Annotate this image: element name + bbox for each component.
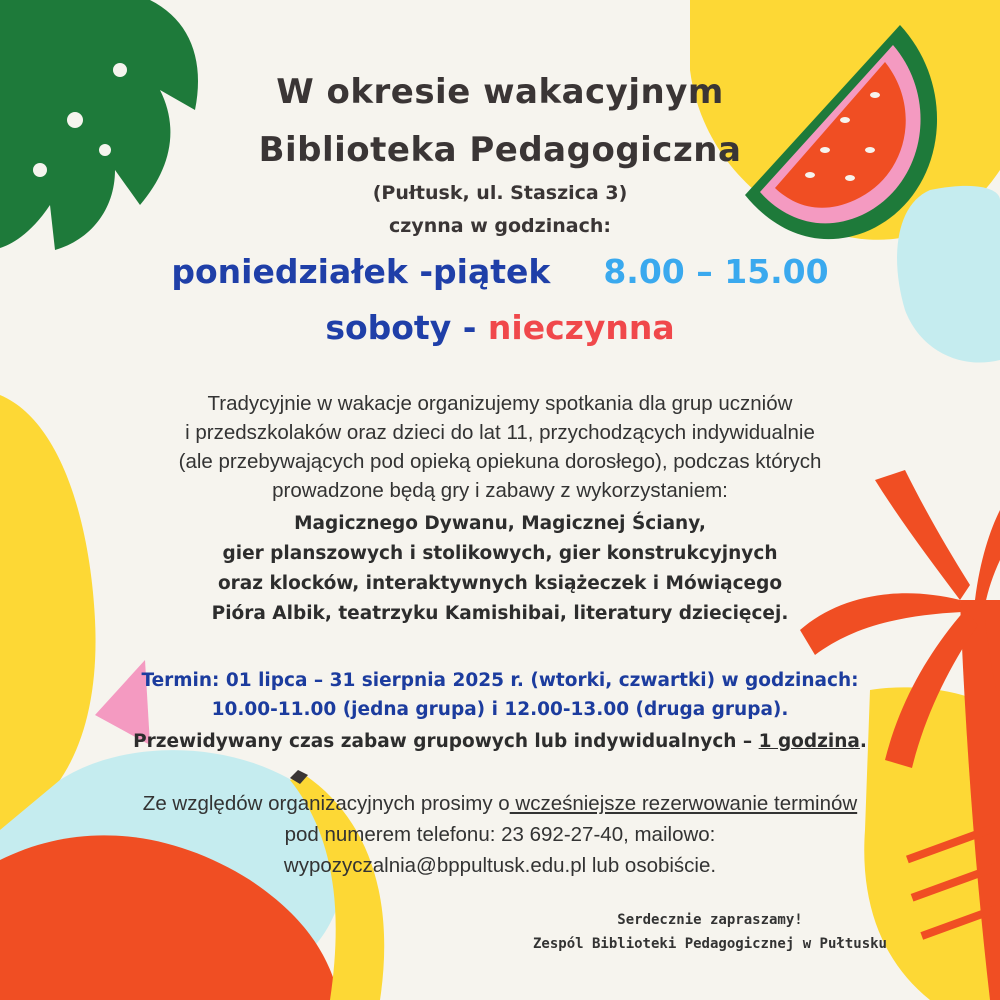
schedule-block [0, 666, 1000, 724]
description-line: i przedszkolaków oraz dzieci do lat 11, przychodzących indywidualnie [185, 421, 815, 444]
activities-line: oraz klocków, interaktywnych książeczek i Mówiącego [217, 573, 783, 594]
duration-prefix: Przewidywany czas zabaw grupowych lub indywidualnych – [133, 731, 759, 752]
duration-value: 1 godzina [758, 731, 860, 752]
schedule-line1: Termin: 01 lipca – 31 sierpnia 2025 r. (wtorki, czwartki) w godzinach: [141, 670, 859, 691]
contact-prefix: Ze względów organizacyjnych prosimy o [142, 792, 510, 815]
saturday-status: nieczynna [487, 308, 675, 347]
duration-note [0, 731, 1000, 752]
saturday-separator: - [451, 308, 488, 347]
description-line: (ale przebywających pod opieką opiekuna dorosłego), podczas których [178, 450, 822, 473]
contact-underlined: wcześniejsze rezerwowanie terminów [509, 792, 858, 815]
saturday-hours [0, 308, 1000, 347]
duration-suffix: . [859, 731, 867, 752]
signature-line1: Serdecznie zapraszamy! [617, 912, 803, 928]
schedule-line2: 10.00-11.00 (jedna grupa) i 12.00-13.00 (druga grupa). [211, 699, 789, 720]
contact-phone: pod numerem telefonu: 23 692-27-40, mailowo: [284, 823, 716, 846]
signature [480, 908, 940, 956]
weekdays-label: poniedziałek -piątek [171, 252, 551, 291]
activities-list [0, 509, 1000, 629]
title-line2: Biblioteka Pedagogiczna [258, 130, 742, 170]
description-paragraph [0, 389, 1000, 505]
title-line1: W okresie wakacyjnym [276, 72, 724, 112]
signature-line2: Zespól Biblioteki Pedagogicznej w Pułtusku [532, 936, 887, 952]
weekday-hours [0, 252, 1000, 291]
open-hours-intro: czynna w godzinach: [389, 215, 611, 237]
weekdays-time: 8.00 – 15.00 [603, 252, 829, 291]
description-line: Tradycyjnie w wakacje organizujemy spotkania dla grup uczniów [207, 392, 793, 415]
address: (Pułtusk, ul. Staszica 3) [372, 182, 628, 204]
contact-email[interactable]: wypozyczalnia@bppultusk.edu.pl lub osobiście. [283, 854, 717, 877]
activities-line: Magicznego Dywanu, Magicznej Ściany, [294, 513, 706, 534]
activities-line: Pióra Albik, teatrzyku Kamishibai, literatury dziecięcej. [211, 603, 789, 624]
saturday-label: soboty [325, 308, 452, 347]
monstera-leaf-icon [0, 0, 198, 250]
description-line: prowadzone będą gry i zabawy z wykorzystaniem: [272, 479, 728, 502]
contact-block [0, 788, 1000, 881]
activities-line: gier planszowych i stolikowych, gier konstrukcyjnych [222, 543, 778, 564]
